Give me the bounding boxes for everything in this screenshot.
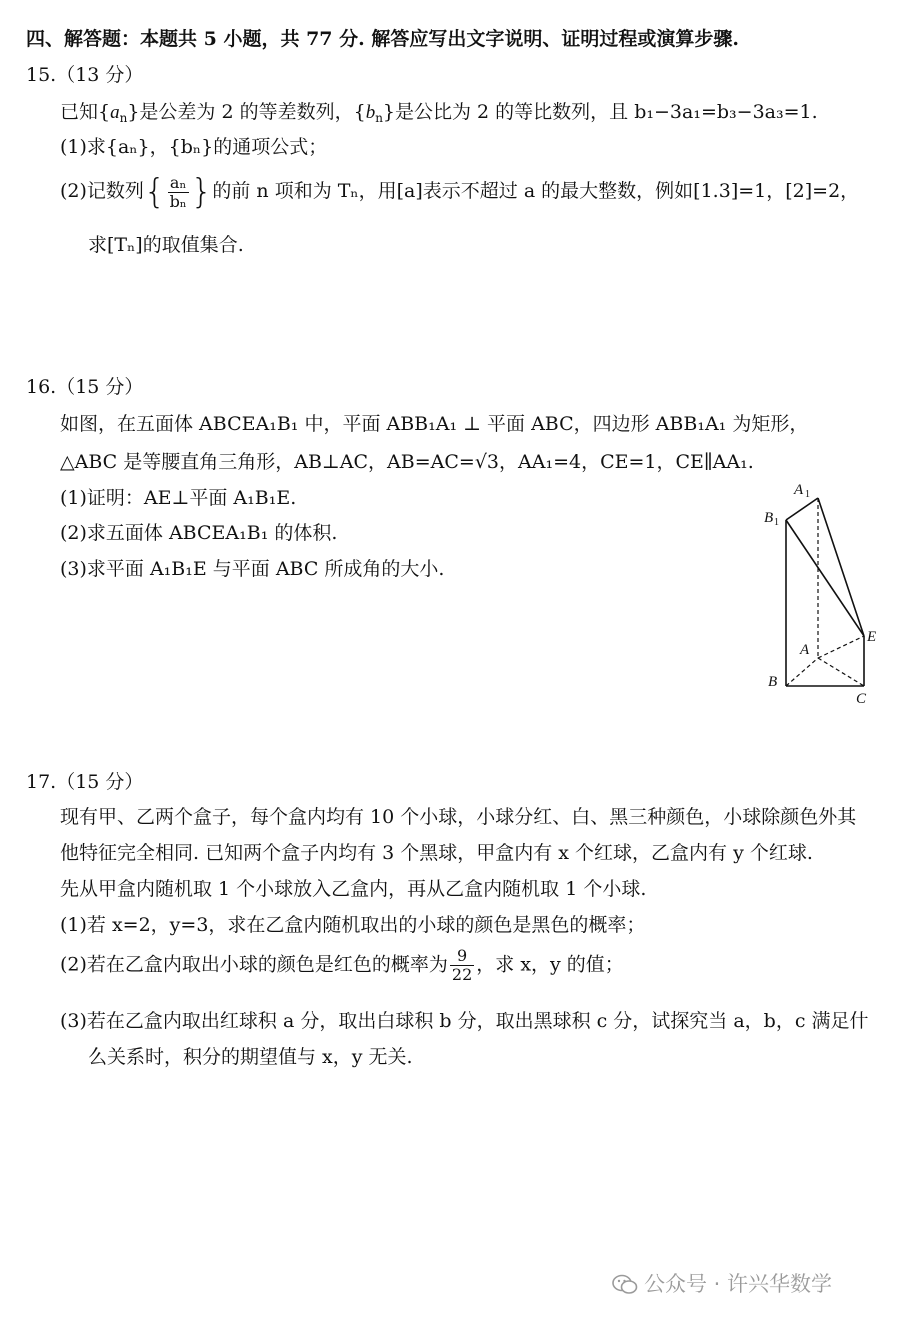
q16-line1: 如图，在五面体 ABCEA₁B₁ 中，平面 ABB₁A₁ ⊥ 平面 ABC，四边形 ABB₁A₁ 为矩形， bbox=[60, 413, 809, 435]
q15-fraction: $\frac{\text{aₙ}}{\text{bₙ}}$ bbox=[169, 172, 187, 211]
q17-part3: (3)若在乙盒内取出红球积 a 分，取出白球积 b 分，取出黑球积 c 分，试探究当 a，b，c 满足什 bbox=[60, 1010, 869, 1032]
q16-number: 16.（15 分） bbox=[26, 376, 144, 398]
edge-b-a bbox=[786, 658, 818, 686]
wechat-icon bbox=[612, 1273, 638, 1295]
q16-part2: (2)求五面体 ABCEA₁B₁ 的体积. bbox=[60, 522, 338, 544]
watermark: 公众号 · 许兴华数学 bbox=[612, 1268, 832, 1298]
q17-line2: 他特征完全相同. 已知两个盒子内均有 3 个黑球，甲盒内有 x 个红球，乙盒内有 y 个红球. bbox=[60, 842, 813, 864]
left-brace-icon: { bbox=[143, 172, 166, 212]
q17-line1: 现有甲、乙两个盒子，每个盒内均有 10 个小球，小球分红、白、黑三种颜色，小球除颜色外其 bbox=[60, 806, 857, 828]
q17-fraction: $\frac{9}{22}$ bbox=[451, 946, 473, 984]
q15-number: 15.（13 分） bbox=[26, 64, 144, 86]
pentahedron-figure bbox=[760, 478, 890, 708]
edge-b1-a1 bbox=[786, 498, 818, 520]
section-heading: 四、解答题：本题共 5 小题，共 77 分. 解答应写出文字说明、证明过程或演算步骤. bbox=[26, 28, 739, 50]
label-b1-sub: 1 bbox=[774, 517, 779, 528]
right-brace-icon: } bbox=[190, 172, 213, 212]
label-a1-sub: 1 bbox=[805, 489, 810, 500]
edge-a-c bbox=[818, 658, 864, 686]
q17-number: 17.（15 分） bbox=[26, 771, 144, 793]
q17-line3: 先从甲盒内随机取 1 个小球放入乙盒内，再从乙盒内随机取 1 个小球. bbox=[60, 878, 647, 900]
q16-part3: (3)求平面 A₁B₁E 与平面 ABC 所成角的大小. bbox=[60, 558, 445, 580]
q15-stem: 已知$\{a_n\}$是公差为 2 的等差数列，$\{b_n\}$是公比为 2 的等比数列，且 b₁−3a₁=b₃−3a₃=1. bbox=[60, 101, 818, 125]
q16-part1: (1)证明：AE⊥平面 A₁B₁E. bbox=[60, 487, 297, 509]
q16-line2: △ABC 是等腰直角三角形，AB⊥AC，AB=AC=√3，AA₁=4，CE=1，CE∥AA₁. bbox=[60, 451, 754, 473]
label-b: B bbox=[768, 674, 778, 690]
q15-part2-cont: 求[Tₙ]的取值集合. bbox=[88, 234, 244, 256]
edge-a1-e bbox=[818, 498, 864, 636]
edge-a-e bbox=[818, 636, 864, 658]
q15-part1: (1)求{aₙ}，{bₙ}的通项公式； bbox=[60, 136, 328, 158]
label-b1: B bbox=[764, 510, 774, 526]
q17-part3-cont: 么关系时，积分的期望值与 x，y 无关. bbox=[88, 1046, 413, 1068]
label-c: C bbox=[856, 691, 867, 707]
q17-part1: (1)若 x=2，y=3，求在乙盒内随机取出的小球的颜色是黑色的概率； bbox=[60, 914, 646, 936]
q15-part2: (2)记数列{ $\frac{\text{aₙ}}{\text{bₙ}}$ }的前 n 项和为 Tₙ，用[a]表示不超过 a 的最大整数，例如[1.3]=1，[2]=2， bbox=[60, 172, 860, 212]
label-a: A bbox=[800, 642, 810, 658]
edge-b1-e bbox=[786, 520, 864, 636]
q17-part2: (2)若在乙盒内取出小球的颜色是红色的概率为 $\frac{9}{22}$ ，求 x，y 的值； bbox=[60, 946, 624, 984]
label-a1: A bbox=[794, 482, 804, 498]
label-e: E bbox=[867, 629, 877, 645]
